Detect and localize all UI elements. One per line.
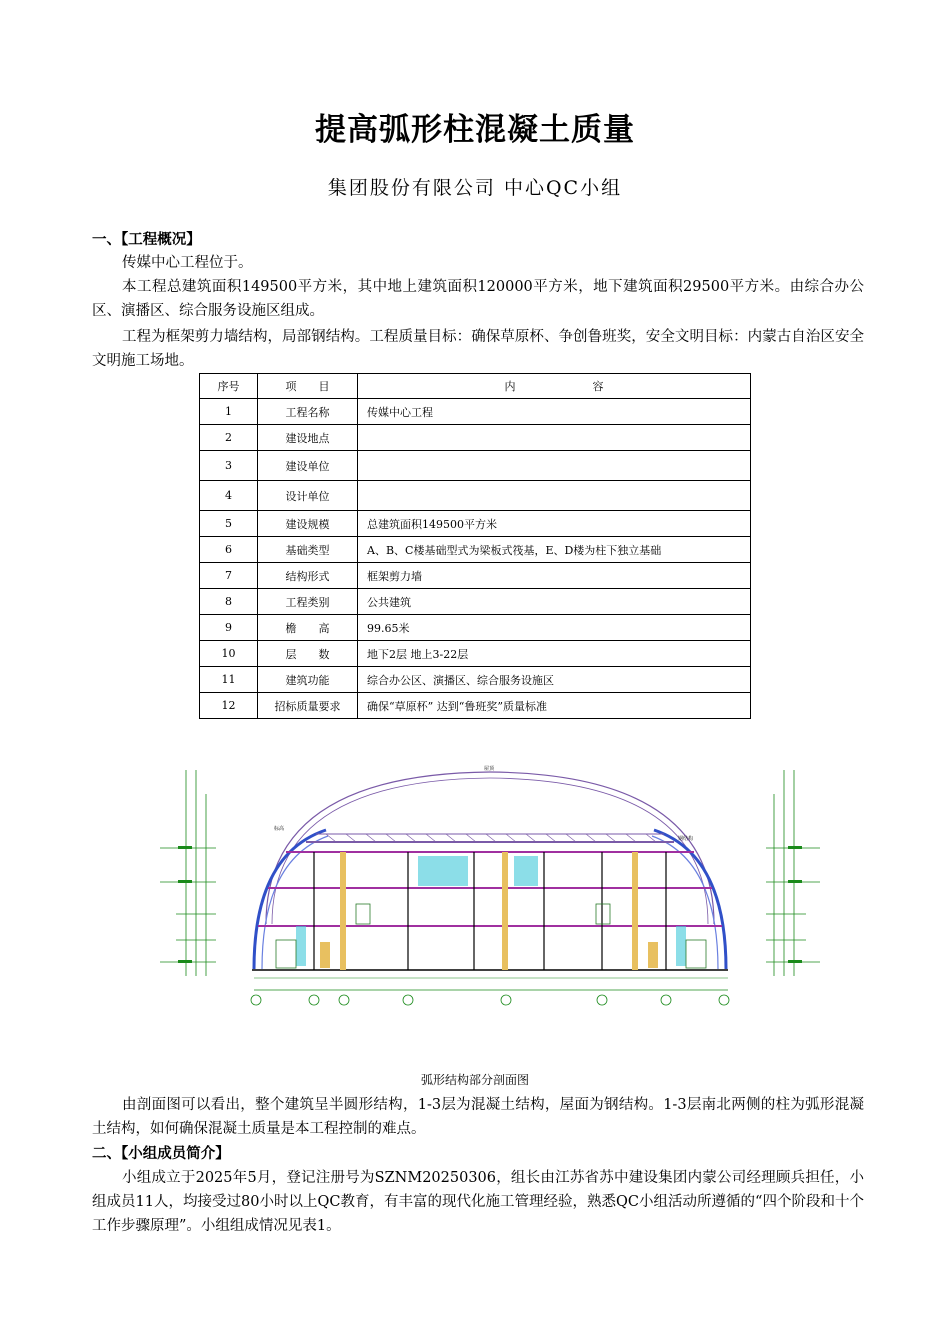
section-heading-members: 二、【小组成员简介】 <box>92 1146 230 1162</box>
cell-item: 层 数 <box>258 641 358 667</box>
cell-item: 招标质量要求 <box>258 693 358 719</box>
cell-content: 99.65米 <box>358 615 751 641</box>
cell-content: A、B、C楼基础型式为梁板式筏基，E、D楼为柱下独立基础 <box>358 537 751 563</box>
cell-item: 檐 高 <box>258 615 358 641</box>
table-row <box>200 667 751 693</box>
svg-text:钢结构: 钢结构 <box>678 836 694 842</box>
table-row <box>200 641 751 667</box>
cell-no: 10 <box>200 641 258 667</box>
cell-item: 建设规模 <box>258 511 358 537</box>
cell-no: 12 <box>200 693 258 719</box>
table-row <box>200 451 751 481</box>
cell-item: 建设地点 <box>258 425 358 451</box>
cell-content: 确保“草原杯” 达到“鲁班奖”质量标准 <box>358 693 751 719</box>
members-paragraph: 小组成立于2025年5月，登记注册号为SZNM20250306，组长由江苏省苏中建设集团内蒙公司经理顾兵担任，小组成员11人，均接受过80小时以上QC教育，有丰富的现代化施工管理经验，熟悉QC小组活动所遵循的“四个阶段和十个工作步骤原理”。小组组成情况见表1。 <box>92 1170 864 1234</box>
header-cell: 内 容 <box>358 374 751 399</box>
table-row <box>200 615 751 641</box>
header-cell: 项 目 <box>258 374 358 399</box>
table-row <box>200 563 751 589</box>
cell-content: 总建筑面积149500平方米 <box>358 511 751 537</box>
table-row <box>200 693 751 719</box>
cell-no: 4 <box>200 481 258 511</box>
cell-content: 公共建筑 <box>358 589 751 615</box>
cell-no: 1 <box>200 399 258 425</box>
cell-item: 结构形式 <box>258 563 358 589</box>
table-row <box>200 589 751 615</box>
cell-no: 8 <box>200 589 258 615</box>
table-row <box>200 481 751 511</box>
section-heading-overview: 一、【工程概况】 <box>92 232 201 248</box>
overview-paragraph-3: 工程为框架剪力墙结构，局部钢结构。工程质量目标：确保草原杯、争创鲁班奖，安全文明目标：内蒙古自治区安全文明施工场地。 <box>92 329 864 369</box>
header-cell: 序号 <box>200 374 258 399</box>
cell-content <box>358 425 751 451</box>
cell-no: 7 <box>200 563 258 589</box>
cell-no: 6 <box>200 537 258 563</box>
cell-content <box>358 481 751 511</box>
cell-content <box>358 451 751 481</box>
cell-item: 建筑功能 <box>258 667 358 693</box>
document-subtitle: 集团股份有限公司 中心QC小组 <box>327 177 623 199</box>
table-row <box>200 537 751 563</box>
cell-item: 设计单位 <box>258 481 358 511</box>
cell-item: 基础类型 <box>258 537 358 563</box>
analysis-paragraph: 由剖面图可以看出，整个建筑呈半圆形结构，1-3层为混凝土结构，屋面为钢结构。1-3层南北两侧的柱为弧形混凝土结构，如何确保混凝土质量是本工程控制的难点。 <box>92 1097 864 1137</box>
section-drawing-figure <box>156 764 824 1008</box>
cell-content: 传媒中心工程 <box>358 399 751 425</box>
figure-caption: 弧形结构部分剖面图 <box>420 1073 529 1087</box>
svg-text:标高: 标高 <box>274 826 285 832</box>
table-row <box>200 425 751 451</box>
cell-no: 2 <box>200 425 258 451</box>
cell-content: 地下2层 地上3-22层 <box>358 641 751 667</box>
cell-item: 工程名称 <box>258 399 358 425</box>
cell-item: 工程类别 <box>258 589 358 615</box>
overview-paragraph-1: 传媒中心工程位于。 <box>122 255 253 271</box>
cell-no: 3 <box>200 451 258 481</box>
section-drawing-icon <box>156 764 824 1008</box>
cell-no: 5 <box>200 511 258 537</box>
cell-no: 9 <box>200 615 258 641</box>
overview-paragraph-2: 本工程总建筑面积149500平方米，其中地上建筑面积120000平方米，地下建筑面积29500平方米。由综合办公区、演播区、综合服务设施区组成。 <box>92 279 864 319</box>
cell-content: 框架剪力墙 <box>358 563 751 589</box>
cell-no: 11 <box>200 667 258 693</box>
table-header-row <box>200 374 751 399</box>
cell-item: 建设单位 <box>258 451 358 481</box>
cell-content: 综合办公区、演播区、综合服务设施区 <box>358 667 751 693</box>
document-title: 提高弧形柱混凝土质量 <box>315 112 635 148</box>
project-info-table <box>199 373 751 719</box>
svg-text:屋顶: 屋顶 <box>484 766 495 772</box>
table-row <box>200 511 751 537</box>
table-row <box>200 399 751 425</box>
